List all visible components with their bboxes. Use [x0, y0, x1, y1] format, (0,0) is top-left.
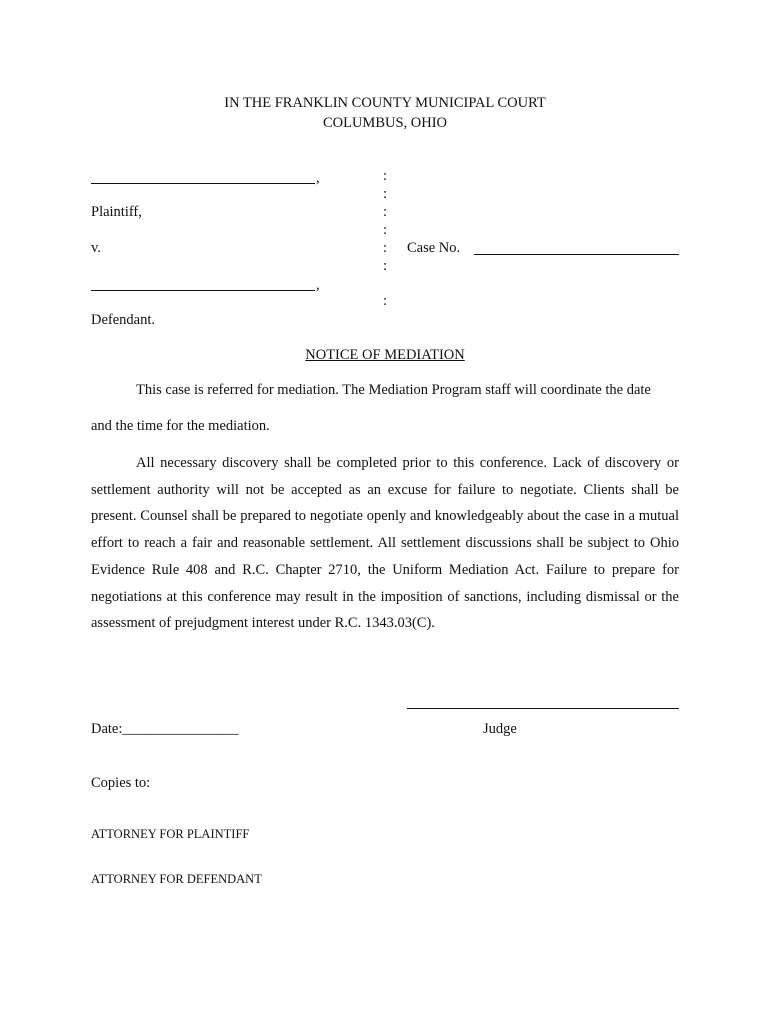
- paragraph-1-line-1: This case is referred for mediation. The Mediation Program staff will coordinate the date: [136, 382, 651, 398]
- plaintiff-comma: ,: [316, 170, 320, 186]
- versus-label: v.: [91, 240, 101, 256]
- plaintiff-name-line: [91, 183, 315, 184]
- caption-colon: :: [383, 168, 388, 184]
- caption-colon: :: [383, 186, 388, 202]
- case-number-line: [474, 254, 679, 255]
- defendant-label: Defendant.: [91, 312, 156, 328]
- copies-to-label: Copies to:: [91, 775, 151, 791]
- judge-signature-line: [407, 708, 679, 709]
- judge-label: Judge: [483, 721, 517, 737]
- copy-recipient: ATTORNEY FOR DEFENDANT: [91, 872, 262, 886]
- copy-recipient: ATTORNEY FOR PLAINTIFF: [91, 827, 250, 841]
- notice-title: NOTICE OF MEDIATION: [305, 347, 465, 363]
- paragraph-2: [91, 450, 679, 637]
- plaintiff-label: Plaintiff,: [91, 204, 142, 220]
- paragraph-1-line-2: and the time for the mediation.: [91, 418, 270, 434]
- caption-colon: :: [383, 204, 388, 220]
- court-name: IN THE FRANKLIN COUNTY MUNICIPAL COURT: [224, 95, 546, 111]
- caption-colon: :: [383, 258, 388, 274]
- defendant-comma: ,: [316, 277, 320, 293]
- defendant-name-line: [91, 290, 315, 291]
- court-location: COLUMBUS, OHIO: [322, 115, 448, 131]
- case-number-label: Case No.: [407, 240, 461, 256]
- caption-colon: :: [383, 222, 388, 238]
- caption-colon: :: [383, 293, 388, 309]
- date-field: Date:________________: [91, 721, 239, 737]
- paragraph-2-text: All necessary discovery shall be completed prior to this conference. Lack of discovery or settlement authority will not be accepted as an excuse for failure to negotiate. Clients shall be present. Counsel shall be prepared to negotiate openly and knowledgeably about the case in a mutual effort to reach a fair and reasonable settlement. All settlement discussions shall be subject to Ohio Evidence Rule 408 and R.C. Chapter 2710, the Uniform Mediation Act. Failure to prepare for negotiations at this conference may result in the imposition of sanctions, including dismissal or the assessment of prejudgment interest under R.C. 1343.03(C).: [91, 455, 679, 632]
- caption-colon: :: [383, 240, 388, 256]
